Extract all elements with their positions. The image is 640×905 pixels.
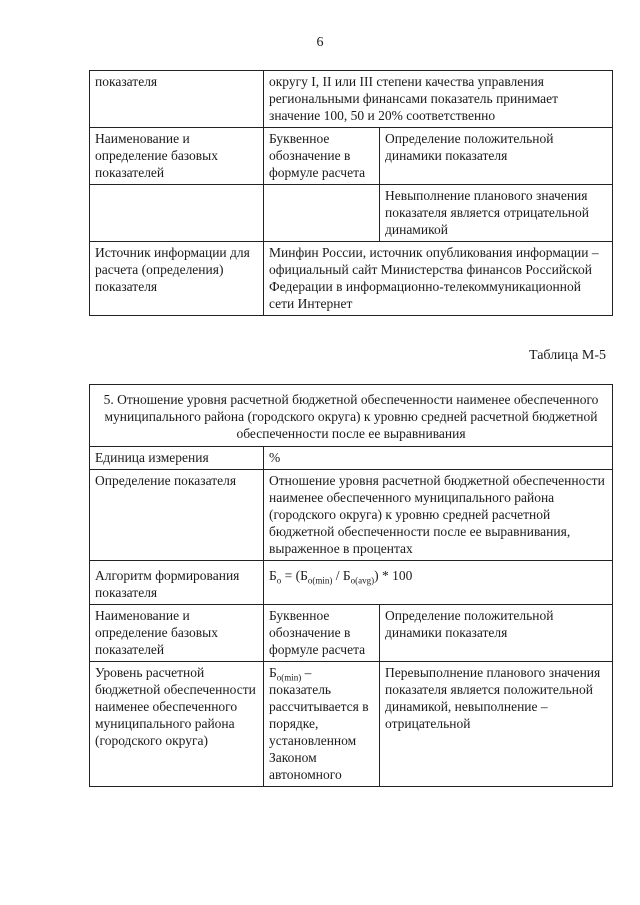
table-row xyxy=(90,662,613,787)
formula-part: Б xyxy=(269,568,277,583)
table-cell: показателя xyxy=(90,71,264,128)
table-cell: Перевыполнение планового значения показателя является положительной динамикой, невыполнение – отрицательной xyxy=(380,662,613,787)
table-caption: Таблица М-5 xyxy=(529,348,606,363)
table-cell: Буквенное обозначение в формуле расчета xyxy=(264,605,380,662)
table-row xyxy=(90,185,613,242)
table-cell: округу I, II или III степени качества управления региональными финансами показатель принимает значение 100, 50 и 20% соответственно xyxy=(264,71,613,128)
table-cell: Невыполнение планового значения показателя является отрицательной динамикой xyxy=(380,185,613,242)
indicator-table-continued xyxy=(89,70,613,316)
table-cell: Буквенное обозначение в формуле расчета xyxy=(264,128,380,185)
table-row xyxy=(90,561,613,605)
table-cell: % xyxy=(264,447,613,470)
table-cell xyxy=(264,662,380,787)
table-cell: Наименование и определение базовых показателей xyxy=(90,128,264,185)
table-cell: Источник информации для расчета (определения) показателя xyxy=(90,242,264,316)
formula-subscript: о xyxy=(276,575,282,586)
formula-part: ) * 100 xyxy=(374,568,413,583)
table-row xyxy=(90,242,613,316)
table-cell: Отношение уровня расчетной бюджетной обеспеченности наименее обеспеченного муниципального района (городского округа) к уровню средней расчетной бюджетной обеспеченности после ее выравнивания, выраженное в процентах xyxy=(264,470,613,561)
table-cell: Алгоритм формирования показателя xyxy=(90,561,264,605)
formula-part: / Б xyxy=(332,568,351,583)
table-row xyxy=(90,385,613,447)
table-cell: Определение показателя xyxy=(90,470,264,561)
table-cell xyxy=(90,185,264,242)
table-cell: Уровень расчетной бюджетной обеспеченности наименее обеспеченного муниципального района (городского округа) xyxy=(90,662,264,787)
symbol-letter: Б xyxy=(269,665,277,680)
formula-subscript: о(avg) xyxy=(350,575,375,586)
table-cell: Определение положительной динамики показателя xyxy=(380,128,613,185)
formula-subscript: о(min) xyxy=(307,575,333,586)
table-cell xyxy=(264,185,380,242)
table-row xyxy=(90,470,613,561)
formula xyxy=(264,561,613,605)
table-row xyxy=(90,71,613,128)
page-number: 6 xyxy=(316,35,324,50)
formula-part: = (Б xyxy=(281,568,308,583)
symbol-subscript: о(min) xyxy=(276,672,302,683)
table-cell: Единица измерения xyxy=(90,447,264,470)
table-cell: Определение положительной динамики показателя xyxy=(380,605,613,662)
table-row xyxy=(90,605,613,662)
table-cell: Минфин России, источник опубликования информации – официальный сайт Министерства финансов Российской Федерации в информационно-телекоммуникационной сети Интернет xyxy=(264,242,613,316)
table-row xyxy=(90,447,613,470)
table-cell: Наименование и определение базовых показателей xyxy=(90,605,264,662)
table-row xyxy=(90,128,613,185)
indicator-table-m5 xyxy=(89,384,613,787)
indicator-title: 5. Отношение уровня расчетной бюджетной обеспеченности наименее обеспеченного муниципального района (городского округа) к уровню средней расчетной бюджетной обеспеченности после ее выравнивания xyxy=(90,385,613,447)
symbol-description: – показатель рассчитывается в порядке, установленном Законом автономного xyxy=(269,665,369,782)
